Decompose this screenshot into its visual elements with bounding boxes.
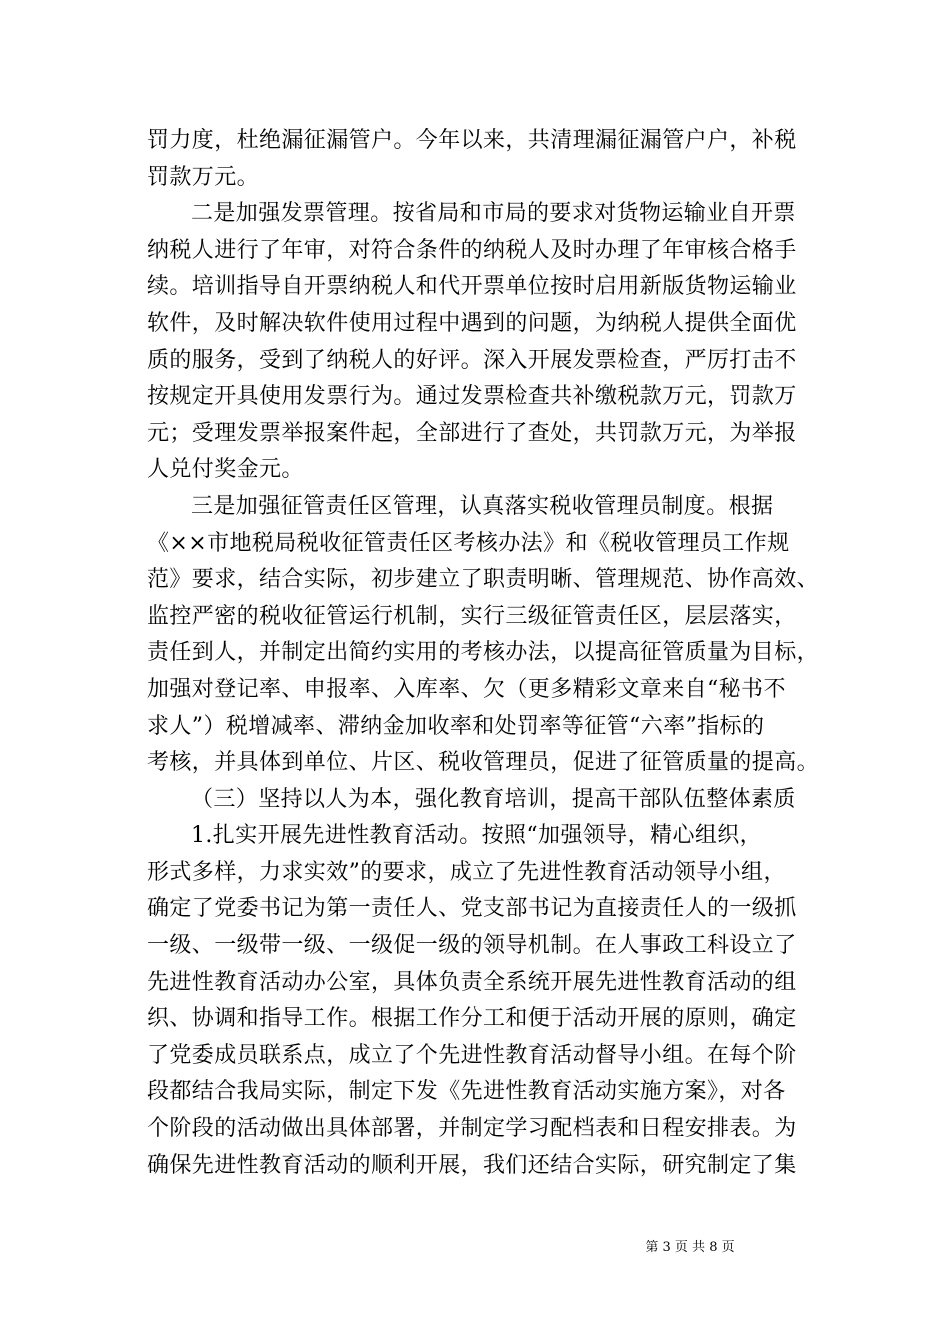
text-line: 罚力度，杜绝漏征漏管户。今年以来，共清理漏征漏管户户，补税 [147, 128, 797, 153]
text-line: 质的服务，受到了纳税人的好评。深入开展发票检查，严厉打击不 [147, 347, 797, 373]
text-line: 三是加强征管责任区管理，认真落实税收管理员制度。根据 [191, 493, 774, 519]
text-line: 按规定开具使用发票行为。通过发票检查共补缴税款万元，罚款万 [147, 384, 797, 410]
text-line: 形式多样，力求实效”的要求，成立了先进性教育活动领导小组， [147, 859, 786, 885]
body-text [147, 123, 820, 1184]
text-line: 软件，及时解决软件使用过程中遇到的问题，为纳税人提供全面优 [147, 310, 797, 336]
text-line: 二是加强发票管理。按省局和市局的要求对货物运输业自开票 [191, 201, 796, 227]
text-line: 加强对登记率、申报率、入库率、欠（更多精彩文章来自“秘书不 [147, 676, 786, 702]
text-line: 范》要求，结合实际，初步建立了职责明晰、管理规范、协作高效、 [147, 567, 820, 593]
text-line: 确保先进性教育活动的顺利开展，我们还结合实际，研究制定了集 [147, 1152, 797, 1178]
text-line: 了党委成员联系点，成立了个先进性教育活动督导小组。在每个阶 [147, 1042, 797, 1068]
text-line: 求人”）税增减率、滞纳金加收率和处罚率等征管“六率”指标的 [147, 713, 765, 739]
text-line: 考核，并具体到单位、片区、税收管理员，促进了征管质量的提高。 [147, 750, 820, 776]
text-line: 责任到人，并制定出简约实用的考核办法，以提高征管质量为目标， [147, 640, 820, 666]
text-line: 纳税人进行了年审，对符合条件的纳税人及时办理了年审核合格手 [147, 237, 797, 263]
text-line: 《××市地税局税收征管责任区考核办法》和《税收管理员工作规 [147, 530, 790, 556]
text-line: 一级、一级带一级、一级促一级的领导机制。在人事政工科设立了 [147, 933, 797, 959]
text-line: 罚款万元。 [147, 164, 260, 190]
text-line: 确定了党委书记为第一责任人、党支部书记为直接责任人的一级抓 [147, 896, 797, 922]
text-line: 元；受理发票举报案件起，全部进行了查处，共罚款万元，为举报 [147, 420, 797, 446]
text-line: 人兑付奖金元。 [147, 457, 304, 483]
text-line: 织、协调和指导工作。根据工作分工和便于活动开展的原则，确定 [147, 1006, 797, 1032]
text-line: 个阶段的活动做出具体部署，并制定学习配档表和日程安排表。为 [147, 1116, 797, 1142]
text-line: 段都结合我局实际，制定下发《先进性教育活动实施方案》，对各 [147, 1079, 786, 1105]
page-number: 第 3 页 共 8 页 [645, 1240, 735, 1255]
text-line: 续。培训指导自开票纳税人和代开票单位按时启用新版货物运输业 [147, 274, 797, 300]
text-line: （三）坚持以人为本，强化教育培训，提高干部队伍整体素质 [191, 786, 796, 812]
text-line: 监控严密的税收征管运行机制，实行三级征管责任区，层层落实， [147, 603, 797, 629]
page-footer [0, 1240, 950, 1256]
text-line: 1.扎实开展先进性教育活动。按照“加强领导，精心组织， [191, 823, 763, 849]
text-line: 先进性教育活动办公室，具体负责全系统开展先进性教育活动的组 [147, 969, 797, 995]
